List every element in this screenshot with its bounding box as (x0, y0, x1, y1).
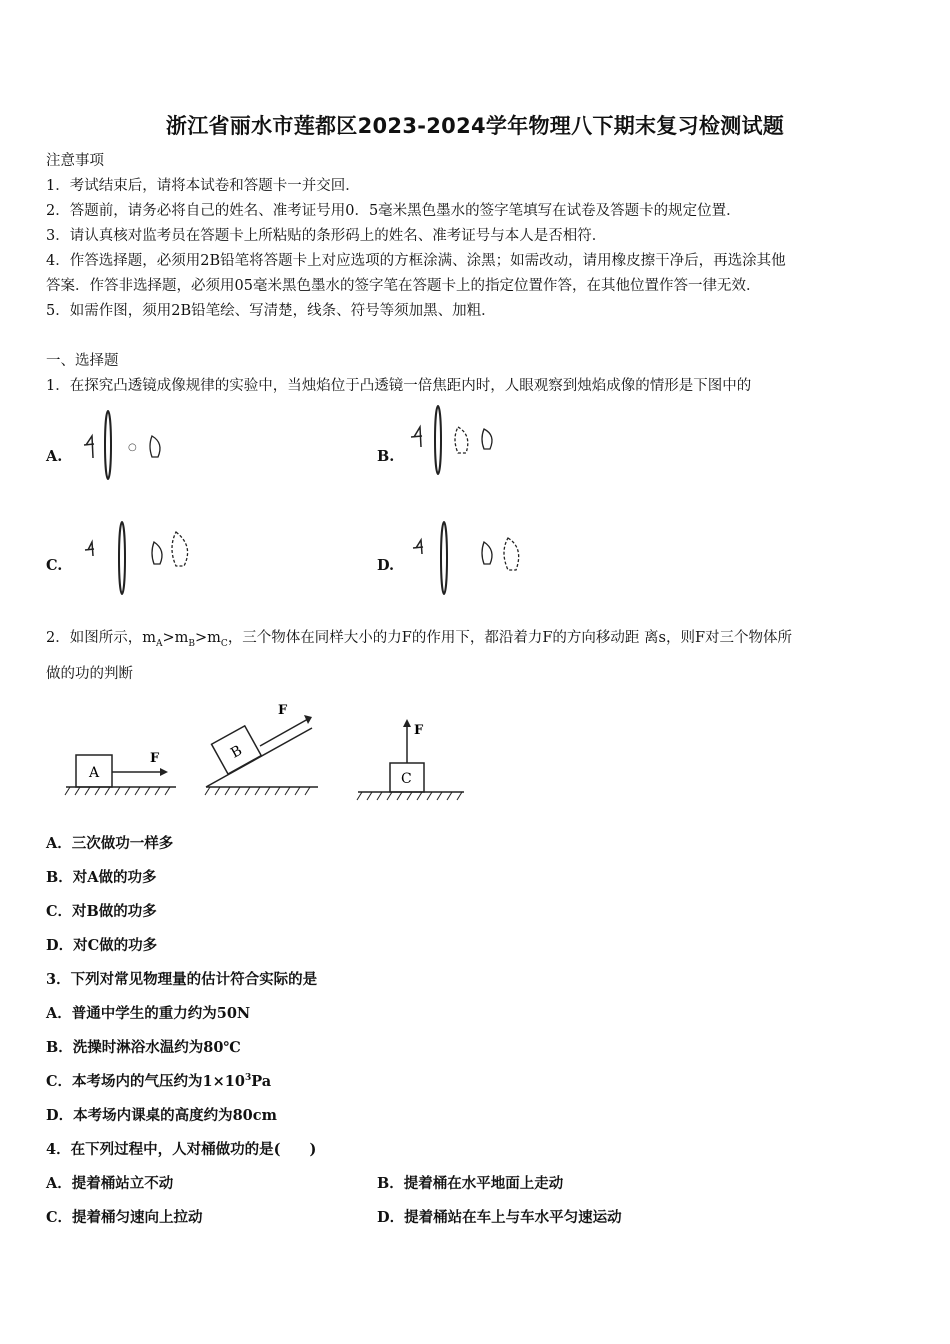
force-a-label: F (150, 751, 160, 766)
block-b-label: B (228, 742, 245, 762)
force-c-label: F (414, 723, 424, 738)
force-b-label: F (278, 703, 288, 718)
q2-option-a: A．三次做功一样多 (46, 835, 174, 852)
q3-option-b: B．洗操时淋浴水温约为80℃ (46, 1039, 241, 1056)
q1-option-c-image (80, 520, 200, 595)
block-c-label: C (401, 771, 412, 787)
block-a-label: A (89, 765, 100, 781)
q1-option-c-label: C. (46, 557, 63, 574)
q4-option-c: C．提着桶匀速向上拉动 (46, 1209, 203, 1226)
notice-item: 5．如需作图，须用2B铅笔绘、写清楚，线条、符号等须加黑、加粗． (46, 303, 496, 319)
question-4-text: 4．在下列过程中，人对桶做功的是( ) (46, 1141, 317, 1158)
page-title: 浙江省丽水市莲都区2023-2024学年物理八下期末复习检测试题 (165, 114, 785, 138)
q2-figure (60, 700, 480, 805)
q1-option-b-image (408, 405, 508, 480)
q4-option-b: B．提着桶在水平地面上走动 (377, 1175, 564, 1192)
question-2-text: 2．如图所示，$m_A>m_B>m_C$，三个物体在同样大小的力F的作用下，都沿着力F的方向移动距 离s，则F对三个物体所 (46, 630, 793, 649)
notice-item: 1．考试结束后，请将本试卷和答题卡一并交回． (46, 178, 360, 194)
notice-item: 2．答题前，请务必将自己的姓名、准考证号用0．5毫米黑色墨水的签字笔填写在试卷及答题卡的规定位置． (46, 203, 741, 219)
question-2-text-cont: 做的功的判断 (46, 666, 133, 682)
svg-text:○: ○ (128, 442, 137, 453)
q1-option-b-label: B. (377, 448, 395, 465)
notice-heading: 注意事项 (46, 153, 104, 169)
q2-option-d: D．对C做的功多 (46, 937, 158, 954)
section-heading: 一、选择题 (46, 353, 119, 369)
q1-option-d-label: D. (377, 557, 395, 574)
q3-option-d: D．本考场内课桌的高度约为80cm (46, 1107, 277, 1124)
q3-option-c: C．本考场内的气压约为$1\times 10^3Pa$ (46, 1073, 272, 1090)
question-3-text: 3．下列对常见物理量的估计符合实际的是 (46, 971, 318, 988)
question-1-text: 1．在探究凸透镜成像规律的实验中，当烛焰位于凸透镜一倍焦距内时，人眼观察到烛焰成像的情形是下图中的 (46, 378, 752, 394)
notice-item: 4．作答选择题，必须用2B铅笔将答题卡上对应选项的方框涂满、涂黑；如需改动，请用橡皮擦干净后，再选涂其他 (46, 253, 786, 269)
notice-item: 3．请认真核对监考员在答题卡上所粘贴的条形码上的姓名、准考证号与本人是否相符． (46, 228, 607, 244)
q1-option-d-image (408, 520, 528, 595)
q1-option-a-label: A. (46, 448, 63, 465)
q2-option-b: B．对A做的功多 (46, 869, 157, 886)
q2-option-c: C．对B做的功多 (46, 903, 157, 920)
q4-option-a: A．提着桶站立不动 (46, 1175, 174, 1192)
q4-option-d: D．提着桶站在车上与车水平匀速运动 (377, 1209, 622, 1226)
q1-option-a-image (80, 410, 170, 485)
notice-item: 答案．作答非选择题，必须用05毫米黑色墨水的签字笔在答题卡上的指定位置作答，在其他位置作答一律无效． (46, 278, 761, 294)
q3-option-a: A．普通中学生的重力约为50N (46, 1005, 251, 1022)
